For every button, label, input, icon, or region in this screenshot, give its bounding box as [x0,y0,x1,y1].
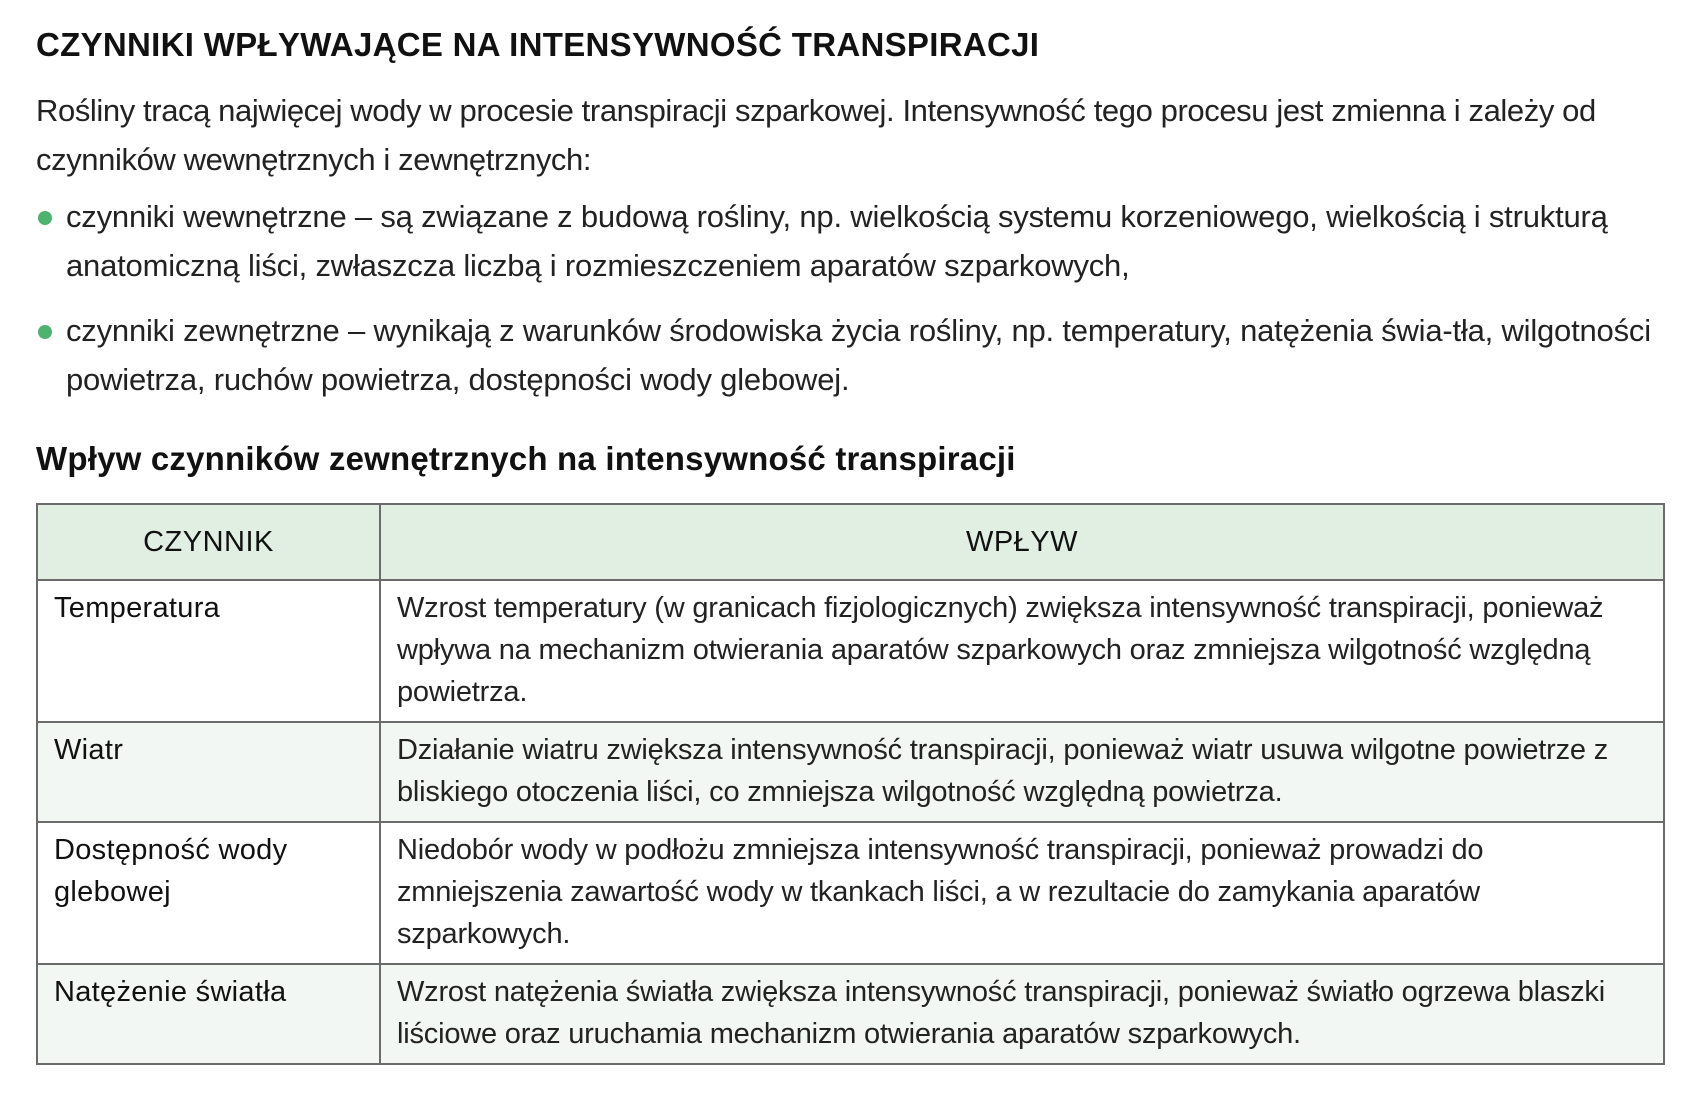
table-header-row [37,504,1664,580]
effect-cell: Niedobór wody w podłożu zmniejsza intensywność transpiracji, ponieważ prowadzi do zmniejszenia zawartość wody w tkankach liści, a w rezultacie do zamykania aparatów szparkowych. [380,822,1664,964]
intro-paragraph: Rośliny tracą najwięcej wody w procesie transpiracji szparkowej. Intensywność tego procesu jest zmienna i zależy od czynników wewnętrznych i zewnętrznych: [36,93,1596,177]
factor-cell: Dostępność wody glebowej [37,822,380,964]
section-subtitle: Wpływ czynników zewnętrznych na intensywność transpiracji [36,440,1016,477]
effect-cell: Działanie wiatru zwiększa intensywność transpiracji, ponieważ wiatr usuwa wilgotne powietrze z bliskiego otoczenia liści, co zmniejsza wilgotność względną powietrza. [380,722,1664,822]
factor-cell: Temperatura [37,580,380,722]
list-item-text: czynniki wewnętrzne – są związane z budową rośliny, np. wielkością systemu korzeniowego, wielkością i strukturą anatomiczną liści, zwłaszcza liczbą i rozmieszczeniem aparatów szparkowych, [66,199,1608,283]
effect-cell: Wzrost temperatury (w granicach fizjologicznych) zwiększa intensywność transpiracji, ponieważ wpływa na mechanizm otwierania aparatów szparkowych oraz zmniejsza wilgotność względną powietrza. [380,580,1664,722]
column-header-factor: CZYNNIK [37,504,380,580]
list-item-text: czynniki zewnętrzne – wynikają z warunków środowiska życia rośliny, np. temperatury, natężenia świa-tła, wilgotności powietrza, ruchów powietrza, dostępności wody glebowej. [66,313,1651,397]
page-title: CZYNNIKI WPŁYWAJĄCE NA INTENSYWNOŚĆ TRANSPIRACJI [36,26,1040,63]
table-row [37,964,1664,1064]
list-item-internal-factors [36,192,1668,290]
bullet-dot-icon [38,211,52,225]
list-item-external-factors [36,306,1668,404]
factor-type-list [36,192,1668,420]
column-header-effect: WPŁYW [380,504,1664,580]
factor-cell: Wiatr [37,722,380,822]
factors-table [36,503,1665,1065]
table-row [37,722,1664,822]
bullet-dot-icon [38,325,52,339]
table-row [37,580,1664,722]
table-row [37,822,1664,964]
effect-cell: Wzrost natężenia światła zwiększa intensywność transpiracji, ponieważ światło ogrzewa blaszki liściowe oraz uruchamia mechanizm otwierania aparatów szparkowych. [380,964,1664,1064]
factor-cell: Natężenie światła [37,964,380,1064]
